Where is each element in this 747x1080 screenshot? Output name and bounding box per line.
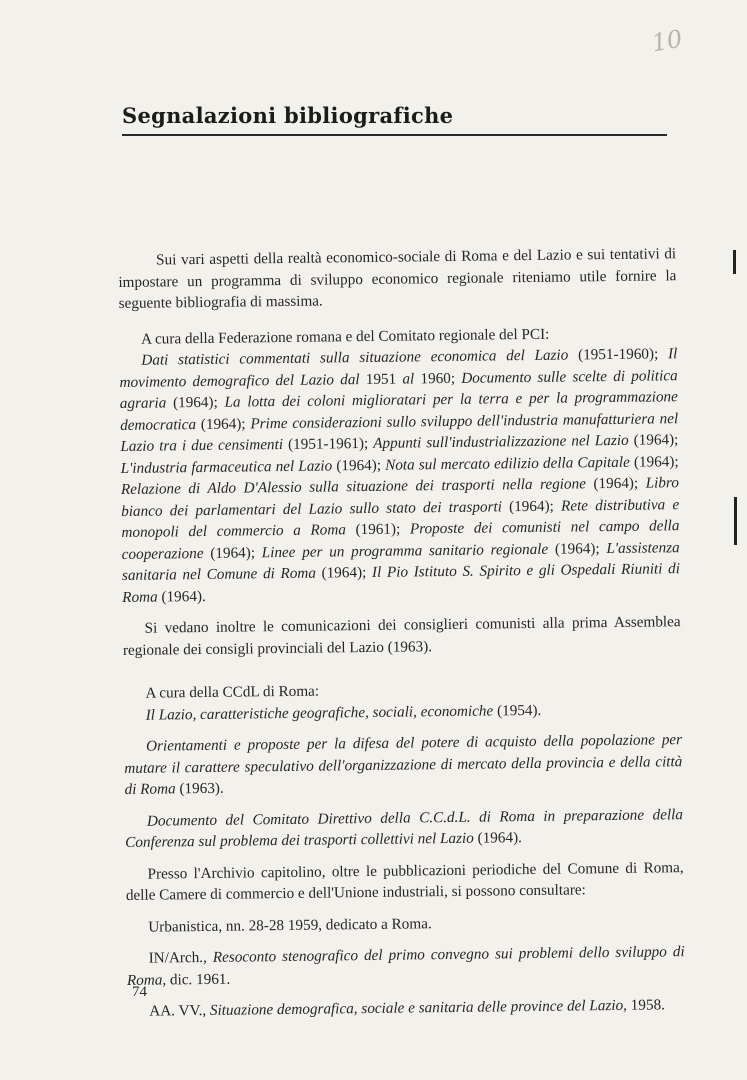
assembly-note: Si vedano inoltre le comunicazioni dei consiglieri comunisti alla prima Assemblea regionale dei consigli provinciali del Lazio (1963). <box>122 613 681 659</box>
urbanistica-entry: Urbanistica, nn. 28-28 1959, dedicato a Roma. <box>148 914 432 936</box>
pci-heading: A cura della Federazione romana e del Comitato regionale del PCI: <box>140 325 550 348</box>
page-title: Segnalazioni bibliografiche <box>122 103 454 128</box>
intro-paragraph: Sui vari aspetti della realtà economico-sociale di Roma e del Lazio e sui tentativi di impostare un programma di sviluppo economico regionale riteniamo utile fornire la seguente bibliografia di massima. <box>118 245 677 312</box>
handwritten-page-mark: 10 <box>649 24 685 58</box>
ccdl-item: Il Lazio, caratteristiche geografiche, sociali, economiche (1954). <box>145 701 542 724</box>
margin-mark <box>734 497 737 545</box>
title-underline <box>122 134 667 136</box>
ccdl-item: Orientamenti e proposte per la difesa del potere di acquisto della popolazione per mutare il carattere speculativo dell'organizzazione di mercato della provincia e della città di Roma (1963). <box>124 731 683 798</box>
pci-bibliography: Dati statistici commentati sulla situazione economica del Lazio (1951-1960); Il movimento demografico del Lazio dal 1951 al 1960; Documento sulle scelte di politica agraria (1964); La lotta dei coloni miglioratari per la terra e per la programmazione democratica (1964); Prime considerazioni sullo sviluppo dell'industria manufatturiera nel Lazio tra i due censimenti (1951-1961); Appunti sull'industrializzazione nel Lazio (1964); L'industria farmaceutica nel Lazio (1964); Nota sul mercato edilizio della Capitale (1964); Relazione di Aldo D'Alessio sulla situazione dei trasporti nella regione (1964); Libro bianco dei parlamentari del Lazio sullo stato dei trasporti (1964); Rete distributiva e monopoli del commercio a Roma (1961); Proposte dei comunisti nel campo della cooperazione (1964); Linee per un programma sanitario regionale (1964); L'assistenza sanitaria nel Comune di Roma (1964); Il Pio Istituto S. Spirito e gli Ospedali Riuniti di Roma (1964). <box>119 345 681 606</box>
margin-mark <box>733 250 736 274</box>
inarch-entry: IN/Arch., Resoconto stenografico del primo convegno sui problemi dello sviluppo di Roma, dic. 1961. <box>126 943 685 989</box>
page-number: 74 <box>132 984 147 1000</box>
aavv-entry: AA. VV., Situazione demografica, sociale e sanitaria delle province del Lazio, 1958. <box>149 996 666 1020</box>
archive-note: Presso l'Archivio capitolino, oltre le pubblicazioni periodiche del Comune di Roma, delle Camere di commercio e dell'Unione industriali, si possono consultare: <box>125 858 684 904</box>
body-text <box>118 243 685 1022</box>
ccdl-heading: A cura della CCdL di Roma: <box>145 682 320 702</box>
ccdl-item: Documento del Comitato Direttivo della C.C.d.L. di Roma in preparazione della Conferenza sul problema dei trasporti collettivi nel Lazio (1964). <box>125 805 684 851</box>
